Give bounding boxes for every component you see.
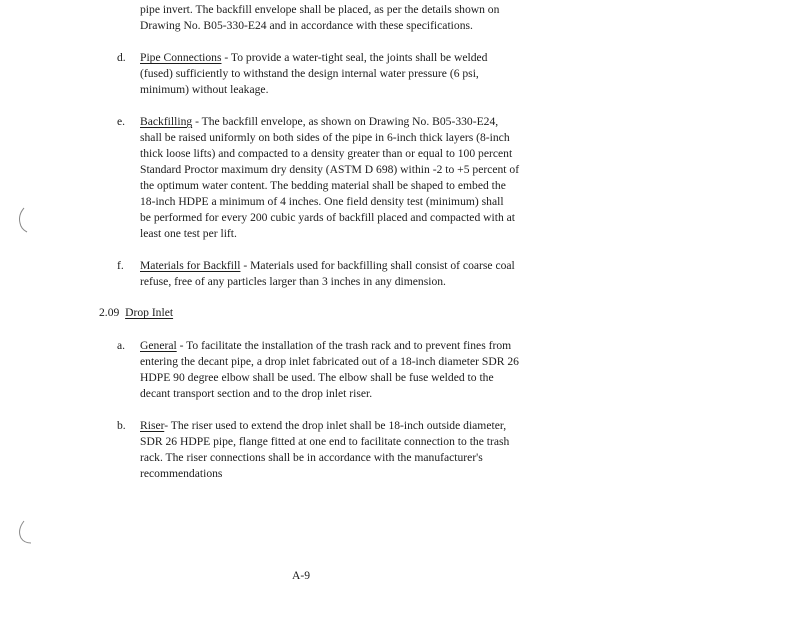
body-text-line: least one test per lift. <box>140 227 237 240</box>
scan-mark-icon <box>12 205 34 235</box>
body-text-line: refuse, free of any particles larger than 3 inches in any dimension. <box>140 275 446 288</box>
list-item-heading <box>140 258 515 274</box>
list-item-text: - To facilitate the installation of the trash rack and to prevent fines from <box>176 339 512 352</box>
body-text-line: rack. The riser connections shall be in accordance with the manufacturer's <box>140 451 483 464</box>
list-item-text: - The riser used to extend the drop inlet shall be 18-inch outside diameter, <box>164 419 507 432</box>
section-title: Drop Inlet <box>125 306 174 319</box>
body-text-line: thick loose lifts) and compacted to a density greater than or equal to 100 percent <box>140 147 513 160</box>
list-item-title: Backfilling <box>140 115 193 128</box>
body-text-line: be performed for every 200 cubic yards of backfill placed and compacted with at <box>140 211 516 224</box>
list-item-text: - The backfill envelope, as shown on Drawing No. B05-330-E24, <box>192 115 499 128</box>
list-item-marker: a. <box>117 339 126 352</box>
section-number: 2.09 <box>99 306 120 319</box>
section-heading <box>99 305 173 321</box>
body-text-line: 18-inch HDPE a minimum of 4 inches. One field density test (minimum) shall <box>140 195 504 208</box>
body-text-line: (fused) sufficiently to withstand the design internal water pressure (6 psi, <box>140 67 479 80</box>
body-text-line: SDR 26 HDPE pipe, flange fitted at one end to facilitate connection to the trash <box>140 435 510 448</box>
body-text-line: Drawing No. B05-330-E24 and in accordance with these specifications. <box>140 19 473 32</box>
body-text-line: Standard Proctor maximum dry density (ASTM D 698) within -2 to +5 percent of <box>140 163 520 176</box>
list-item-marker: e. <box>117 115 126 128</box>
list-item-heading <box>140 418 506 434</box>
list-item-title: Pipe Connections <box>140 51 222 64</box>
body-text-line: HDPE 90 degree elbow shall be used. The elbow shall be fuse welded to the <box>140 371 494 384</box>
list-item-text: - Materials used for backfilling shall consist of coarse coal <box>240 259 515 272</box>
list-item-marker: b. <box>117 419 126 432</box>
list-item-heading <box>140 114 498 130</box>
list-item-marker: f. <box>117 259 124 272</box>
body-text-line: recommendations <box>140 467 223 480</box>
list-item-marker: d. <box>117 51 126 64</box>
list-item-title: Riser <box>140 419 165 432</box>
list-item-heading <box>140 50 487 66</box>
list-item-text: - To provide a water-tight seal, the joints shall be welded <box>221 51 488 64</box>
scan-mark-icon <box>12 518 34 548</box>
body-text-line: pipe invert. The backfill envelope shall be placed, as per the details shown on <box>140 3 500 16</box>
body-text-line: decant transport section and to the drop inlet riser. <box>140 387 373 400</box>
body-text-line: the optimum water content. The bedding material shall be shaped to embed the <box>140 179 506 192</box>
body-text-line: entering the decant pipe, a drop inlet fabricated out of a 18-inch diameter SDR 26 <box>140 355 519 368</box>
body-text-line: minimum) without leakage. <box>140 83 269 96</box>
list-item-title: General <box>140 339 177 352</box>
page-number: A-9 <box>292 569 311 582</box>
body-text-line: shall be raised uniformly on both sides of the pipe in 6-inch thick layers (8-inch <box>140 131 510 144</box>
list-item-title: Materials for Backfill <box>140 259 241 272</box>
list-item-heading <box>140 338 511 354</box>
